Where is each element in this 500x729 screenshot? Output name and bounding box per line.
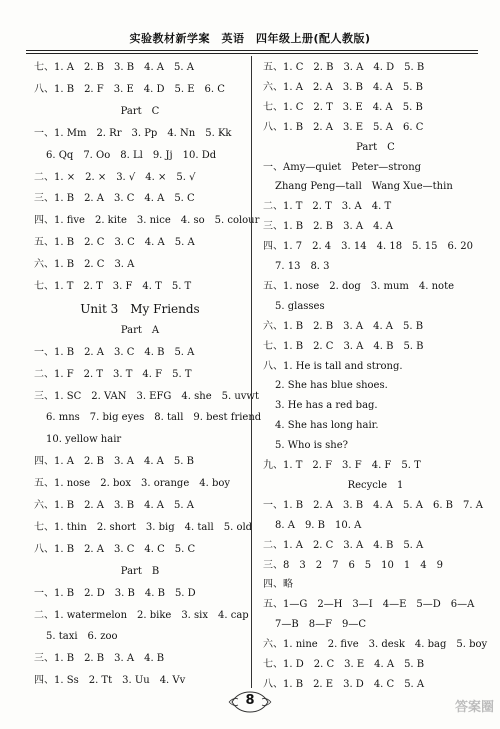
answer-line: 五、1. B 2. C 3. C 4. A 5. A (34, 237, 195, 249)
answer-line: 一、Amy—quiet Peter—strong (263, 161, 422, 173)
section-heading: Unit 3 My Friends (80, 301, 200, 316)
answer-line: 三、8 3 2 7 6 5 10 1 4 9 (263, 559, 443, 571)
answer-line: 七、1. B 2. C 3. A 4. B 5. B (263, 340, 424, 352)
watermark-text: 答案圈 (454, 700, 494, 715)
answer-line: 八、1. B 2. F 3. E 4. D 5. E 6. C (34, 83, 225, 95)
answer-line: 6. Qq 7. Oo 8. Ll 9. Jj 10. Dd (46, 149, 217, 161)
answer-line: 八、1. He is tall and strong. (263, 360, 403, 372)
answer-line: 七、1. A 2. B 3. B 4. A 5. A (34, 62, 194, 73)
answer-line: 五、1—G 2—H 3—I 4—E 5—D 6—A (263, 599, 475, 611)
page-number: 8 (245, 693, 255, 708)
answer-line: 一、1. B 2. D 3. B 4. B 5. D (34, 587, 196, 599)
answer-line: 八、1. B 2. A 3. E 5. A 6. C (263, 121, 424, 133)
answer-line: 五、1. nose 2. dog 3. mum 4. note (263, 280, 455, 292)
answer-line: 七、1. thin 2. short 3. big 4. tall 5. old (34, 521, 253, 533)
page-number-badge (228, 690, 272, 714)
column-divider (251, 56, 252, 688)
section-heading: Recycle 1 (347, 479, 404, 491)
section-heading: Part C (356, 141, 395, 153)
section-heading: Part A (120, 324, 160, 336)
answer-line: 四、1. A 2. B 3. A 4. A 5. B (34, 456, 194, 468)
answer-line: 二、1. T 2. T 3. A 4. T (263, 201, 392, 213)
answer-line: 10. yellow hair (46, 434, 122, 446)
answer-line: 七、1. C 2. T 3. E 4. A 5. B (263, 101, 423, 113)
answer-line: 二、1. watermelon 2. bike 3. six 4. cap (34, 609, 249, 621)
page-header: 实验教材新学案 英语 四年级上册(配人教版) (129, 32, 371, 45)
answer-line: 三、1. SC 2. VAN 3. EFG 4. she 5. uvwt (34, 390, 259, 402)
answer-line: 3. He has a red bag. (275, 400, 378, 412)
answer-line: 三、1. B 2. B 3. A 4. B (34, 653, 165, 665)
answer-line: 一、1. B 2. A 3. B 4. A 5. A 6. B 7. A (263, 499, 483, 511)
answer-line: 8. A 9. B 10. A (275, 519, 362, 531)
answer-line: 二、1. × 2. × 3. √ 4. × 5. √ (34, 171, 196, 183)
answer-line: 4. She has long hair. (275, 420, 379, 432)
answer-line: 八、1. B 2. E 3. D 4. C 5. A (263, 678, 425, 690)
answer-line: 五、1. C 2. B 3. A 4. D 5. B (263, 62, 425, 73)
answer-line: Zhang Peng—tall Wang Xue—thin (275, 181, 453, 193)
answer-line: 5. Who is she? (275, 440, 348, 452)
answer-line: 7. 13 8. 3 (275, 261, 330, 272)
answer-line: 四、略 (263, 579, 293, 591)
answer-line: 六、1. B 2. B 3. A 4. A 5. B (263, 320, 424, 332)
answer-line: 六、1. nine 2. five 3. desk 4. bag 5. boy (263, 639, 488, 651)
section-heading: Part B (120, 565, 160, 577)
answer-line: 七、1. D 2. C 3. E 4. A 5. B (263, 659, 425, 670)
answer-line: 三、1. B 2. B 3. A 4. A (263, 221, 394, 233)
answer-line: 六、1. A 2. A 3. B 4. A 5. B (263, 81, 423, 93)
answer-line: 六、1. B 2. C 3. A (34, 259, 135, 271)
answer-line: 四、1. five 2. kite 3. nice 4. so 5. colour (34, 215, 260, 227)
answer-line: 二、1. A 2. C 3. A 4. B 5. A (263, 539, 424, 551)
answer-line: 2. She has blue shoes. (275, 380, 388, 392)
section-heading: Part C (120, 105, 160, 117)
answer-line: 5. taxi 6. zoo (46, 631, 118, 643)
answer-line: 5. glasses (275, 300, 325, 312)
answer-line: 九、1. T 2. F 3. F 4. F 5. T (263, 460, 421, 471)
answer-line: 六、1. B 2. A 3. B 4. A 5. A (34, 500, 194, 511)
answer-line: 八、1. B 2. A 3. C 4. C 5. C (34, 543, 196, 555)
answer-line: 七、1. T 2. T 3. F 4. T 5. T (34, 281, 192, 292)
answer-line: 四、1. Ss 2. Tt 3. Uu 4. Vv (34, 675, 186, 687)
answer-line: 五、1. nose 2. box 3. orange 4. boy (34, 478, 231, 490)
answer-line: 6. mns 7. big eyes 8. tall 9. best friend (46, 412, 262, 424)
answer-line: 三、1. B 2. A 3. C 4. A 5. C (34, 193, 195, 205)
answer-line: 四、1. 7 2. 4 3. 14 4. 18 5. 15 6. 20 (263, 241, 473, 253)
answer-line: 二、1. F 2. T 3. T 4. F 5. T (34, 368, 192, 380)
answer-line: 一、1. B 2. A 3. C 4. B 5. A (34, 346, 195, 358)
answer-line: 7—B 8—F 9—C (275, 619, 367, 631)
answer-line: 一、1. Mm 2. Rr 3. Pp 4. Nn 5. Kk (34, 127, 232, 139)
header-rule (26, 50, 478, 51)
header-rule-thin (26, 53, 478, 54)
